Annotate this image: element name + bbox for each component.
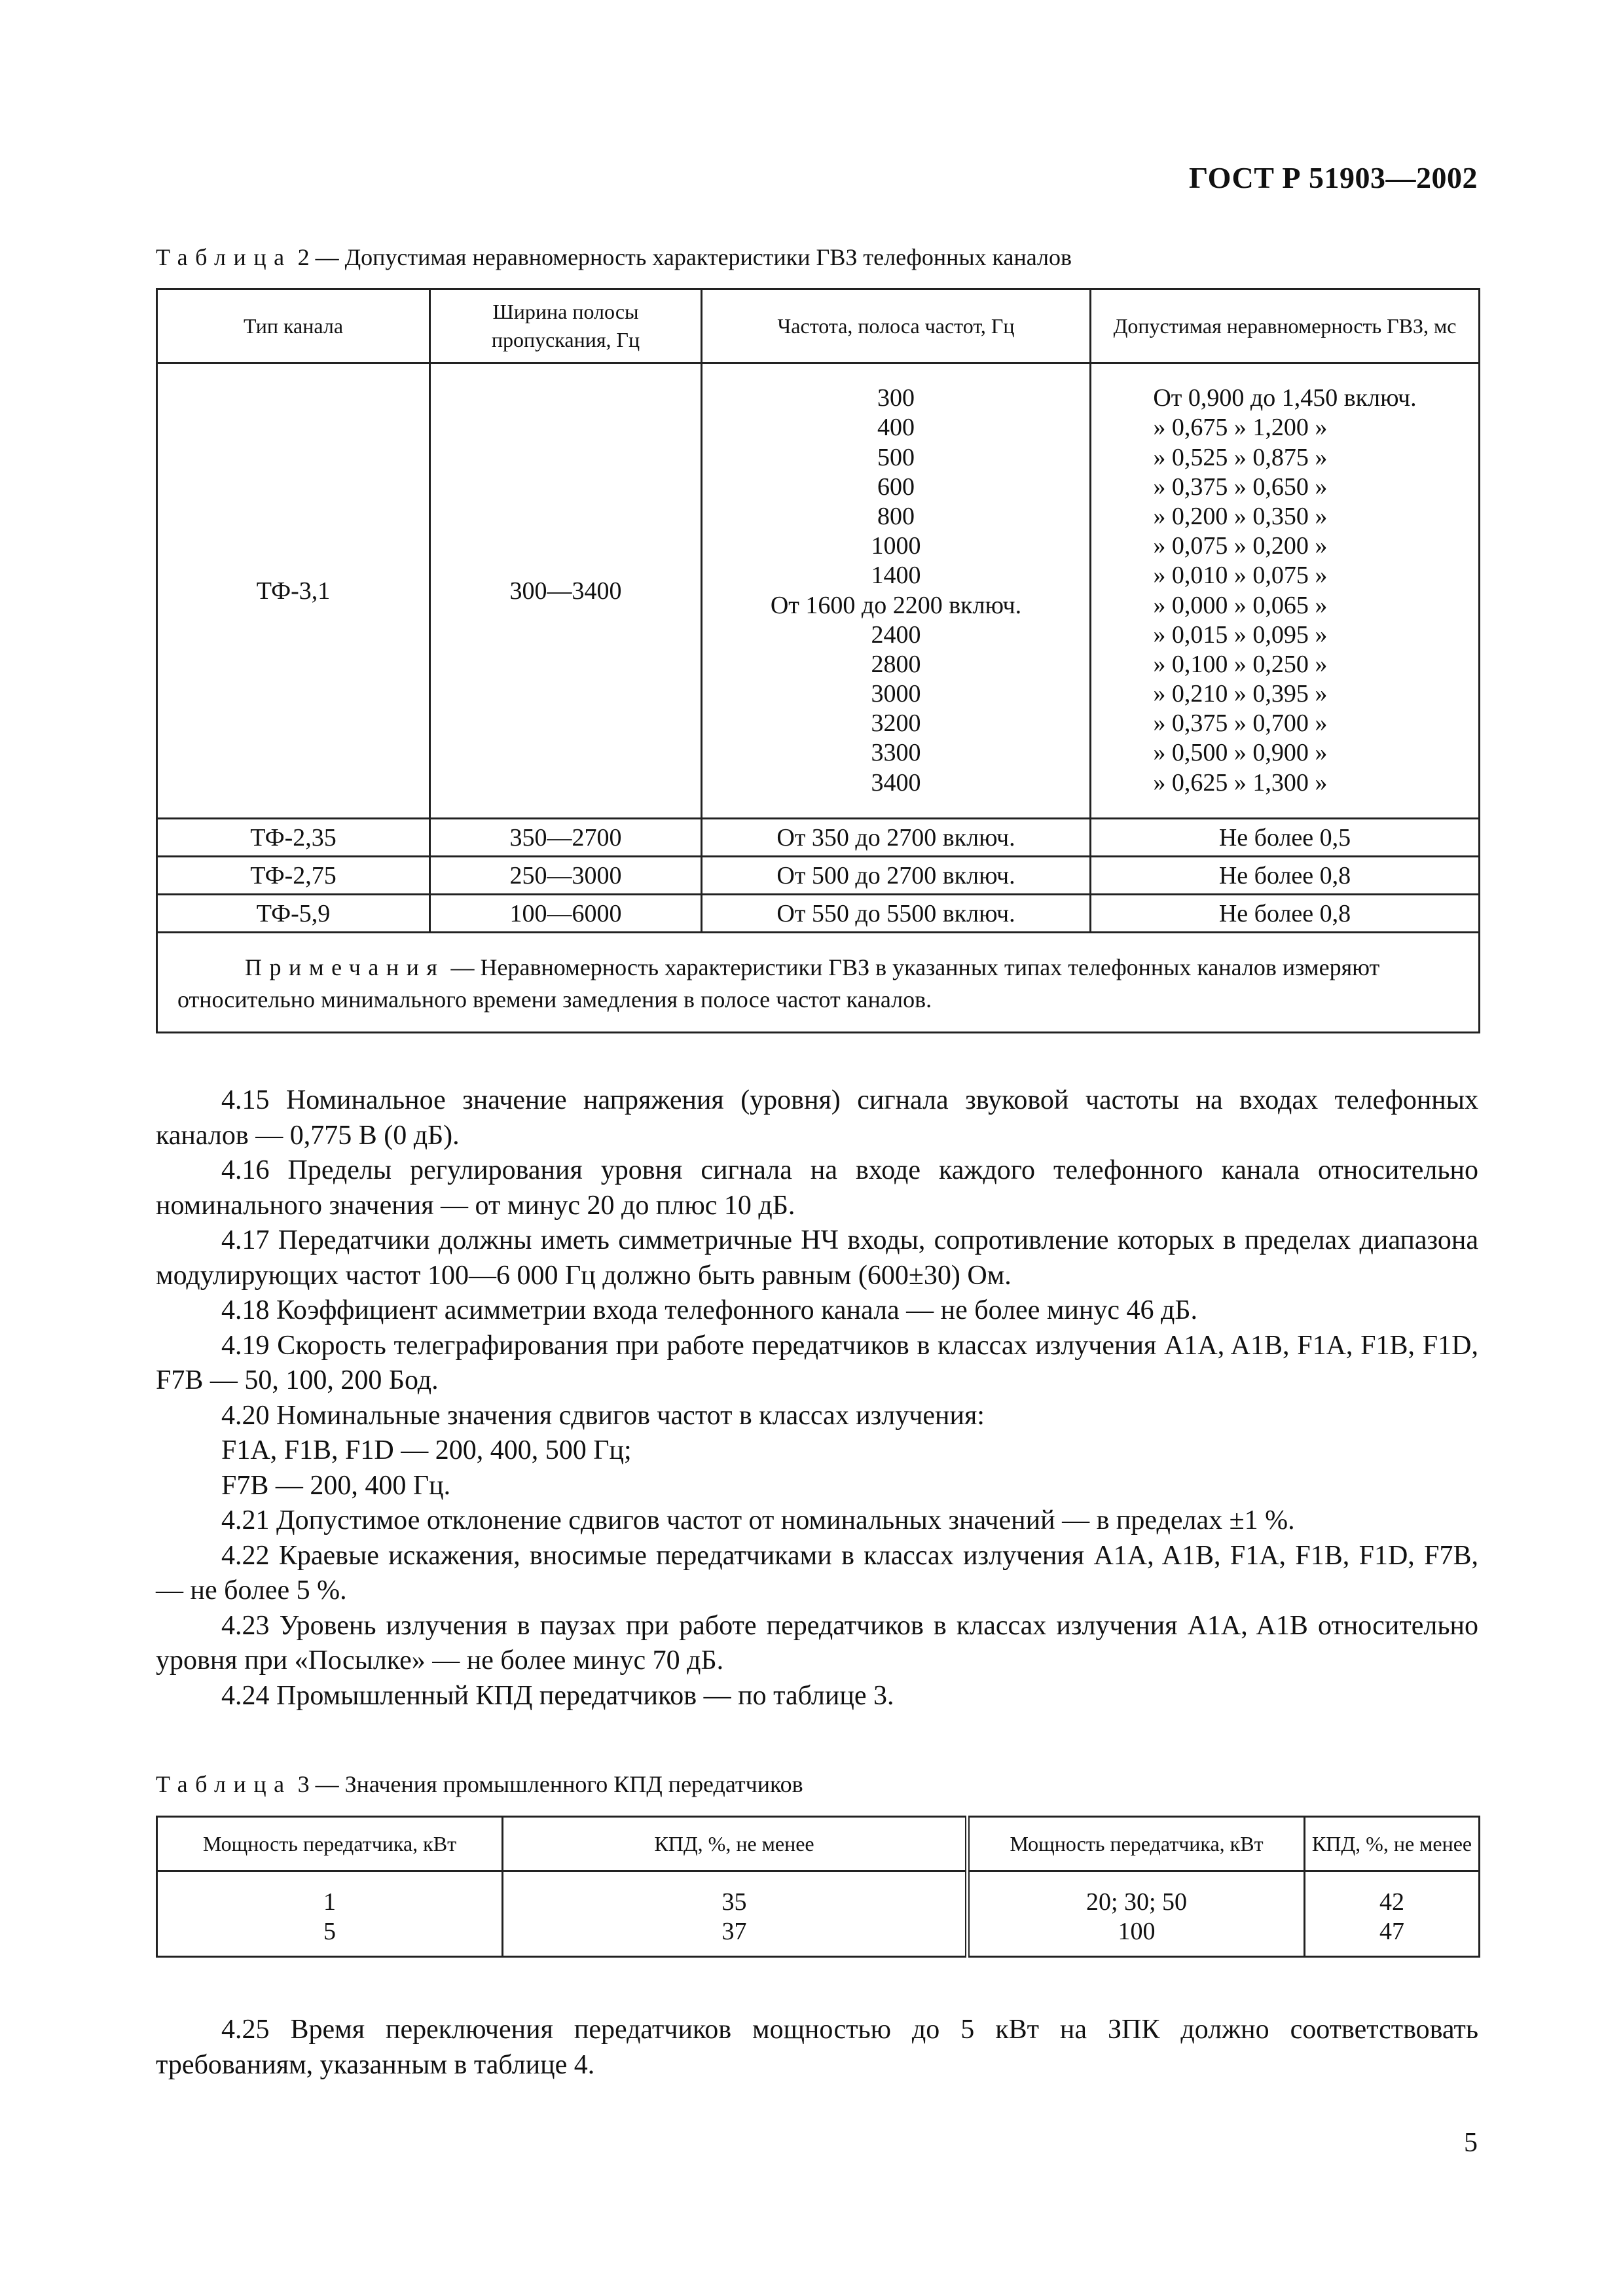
frequency-value: 500 (877, 443, 915, 471)
table-row (157, 819, 1480, 857)
clause-4-20: 4.20 Номинальные значения сдвигов частот в классах излучения: (221, 1400, 985, 1431)
header-gvz: Допустимая неравномерность ГВЗ, мс (1091, 289, 1480, 363)
frequency-value: 3000 (871, 680, 921, 708)
gvz-value: » 0,500 » 0,900 » (1153, 739, 1328, 767)
efficiency-cell (1305, 1871, 1480, 1957)
gvz-value: » 0,000 » 0,065 » (1153, 591, 1328, 619)
bandwidth-cell: 250—3000 (430, 857, 702, 895)
power-value: 20; 30; 50 (1085, 1888, 1188, 1916)
table-3-caption (156, 1770, 803, 1798)
note-text: — Неравномерность характеристики ГВЗ в указанных типах телефонных каналов измеряют относительно минимального времени замедления в полосе частот каналов. (177, 954, 1380, 1013)
header-power: Мощность передатчика, кВт (968, 1817, 1305, 1871)
header-channel-type: Тип канала (157, 289, 430, 363)
table-3-caption-word: Таблица (156, 1771, 292, 1797)
clause-4-24: 4.24 Промышленный КПД передатчиков — по таблице 3. (221, 1680, 894, 1711)
efficiency-value: 47 (1379, 1918, 1404, 1945)
frequency-value: 3200 (871, 709, 921, 738)
frequency-value: 1400 (871, 562, 921, 590)
power-value: 100 (1118, 1918, 1156, 1945)
efficiency-value: 37 (721, 1918, 747, 1945)
frequency-value: 3300 (871, 739, 921, 767)
frequency-value: От 1600 до 2200 включ. (770, 591, 1022, 619)
power-cell (157, 1871, 503, 1957)
frequency-value: 2400 (871, 620, 921, 649)
channel-type-cell: ТФ-3,1 (157, 363, 430, 819)
gvz-cell: Не более 0,8 (1091, 857, 1480, 895)
gvz-value: » 0,525 » 0,875 » (1153, 443, 1328, 471)
gvz-value: » 0,675 » 1,200 » (1153, 414, 1328, 442)
header-bandwidth: Ширина полосы пропускания, Гц (430, 289, 702, 363)
gvz-value: » 0,210 » 0,395 » (1153, 680, 1328, 708)
note-word: Примечания (245, 954, 445, 980)
efficiency-cell (503, 1871, 968, 1957)
gvz-value: » 0,100 » 0,250 » (1153, 650, 1328, 678)
clause-4-22: 4.22 Краевые искажения, вносимые передатчиками в классах излучения A1A, A1B, F1A, F1B, F1D, F7B, — не более 5 %. (156, 1540, 1478, 1605)
gvz-value: От 0,900 до 1,450 включ. (1153, 384, 1417, 412)
gvz-cell: Не более 0,8 (1091, 895, 1480, 933)
frequency-value: 300 (877, 384, 915, 412)
clause-4-25-block (156, 2013, 1478, 2083)
clause-4-19: 4.19 Скорость телеграфирования при работе передатчиков в классах излучения A1A, A1B, F1A, F1B, F1D, F7B — 50, 100, 200 Бод. (156, 1330, 1478, 1395)
efficiency-value: 35 (721, 1888, 747, 1916)
clause-4-15: 4.15 Номинальное значение напряжения (уровня) сигнала звуковой частоты на входах телефонных каналов — 0,775 В (0 дБ). (156, 1085, 1478, 1151)
gvz-list-cell (1091, 363, 1480, 819)
gvz-value: » 0,625 » 1,300 » (1153, 768, 1328, 797)
frequency-value: 400 (877, 414, 915, 442)
header-efficiency: КПД, %, не менее (503, 1817, 968, 1871)
document-designation: ГОСТ Р 51903—2002 (1189, 161, 1478, 194)
frequency-cell: От 350 до 2700 включ. (702, 819, 1091, 857)
power-value: 1 (323, 1888, 336, 1916)
clause-4-17: 4.17 Передатчики должны иметь симметричные НЧ входы, сопротивление которых в пределах диапазона модулирующих частот 100—6 000 Гц должно быть равным (600±30) Ом. (156, 1225, 1478, 1291)
gvz-value: » 0,200 » 0,350 » (1153, 502, 1328, 530)
table-2-header-row (157, 289, 1480, 363)
table-2-caption-word: Таблица (156, 244, 292, 270)
clause-4-20-item-1: F1A, F1B, F1D — 200, 400, 500 Гц; (221, 1435, 632, 1465)
table-2 (156, 288, 1480, 1033)
clauses-4-15-to-4-24 (156, 1083, 1478, 1713)
efficiency-value: 42 (1379, 1888, 1404, 1916)
bandwidth-cell: 300—3400 (430, 363, 702, 819)
clause-4-20-item-2: F7B — 200, 400 Гц. (221, 1470, 451, 1501)
frequency-list-cell (702, 363, 1091, 819)
gvz-value: » 0,375 » 0,700 » (1153, 709, 1328, 738)
gvz-value: » 0,375 » 0,650 » (1153, 473, 1328, 501)
table-2-note (157, 933, 1480, 1033)
gvz-value: » 0,010 » 0,075 » (1153, 562, 1328, 590)
table-2-note-row (157, 933, 1480, 1033)
page-number: 5 (1464, 2128, 1478, 2158)
table-row (157, 363, 1480, 819)
bandwidth-cell: 350—2700 (430, 819, 702, 857)
channel-type-cell: ТФ-5,9 (157, 895, 430, 933)
gvz-cell: Не более 0,5 (1091, 819, 1480, 857)
header-power: Мощность передатчика, кВт (157, 1817, 503, 1871)
frequency-value: 800 (877, 502, 915, 530)
frequency-cell: От 500 до 2700 включ. (702, 857, 1091, 895)
frequency-cell: От 550 до 5500 включ. (702, 895, 1091, 933)
power-value: 5 (323, 1918, 336, 1945)
clause-4-25: 4.25 Время переключения передатчиков мощностью до 5 кВт на ЗПК должно соответствовать требованиям, указанным в таблице 4. (156, 2015, 1478, 2080)
clause-4-16: 4.16 Пределы регулирования уровня сигнала на входе каждого телефонного канала относительно номинального значения — от минус 20 до плюс 10 дБ. (156, 1155, 1478, 1221)
frequency-value: 1000 (871, 532, 921, 560)
header-efficiency: КПД, %, не менее (1305, 1817, 1480, 1871)
table-row (157, 857, 1480, 895)
table-row (157, 895, 1480, 933)
frequency-value: 600 (877, 473, 915, 501)
channel-type-cell: ТФ-2,75 (157, 857, 430, 895)
frequency-value: 2800 (871, 650, 921, 678)
clause-4-18: 4.18 Коэффициент асимметрии входа телефонного канала — не более минус 46 дБ. (221, 1295, 1197, 1325)
table-row (157, 1871, 1480, 1957)
clause-4-21: 4.21 Допустимое отклонение сдвигов частот от номинальных значений — в пределах ±1 %. (221, 1505, 1295, 1535)
table-2-caption-text: 2 — Допустимая неравномерность характеристики ГВЗ телефонных каналов (291, 244, 1072, 270)
channel-type-cell: ТФ-2,35 (157, 819, 430, 857)
power-cell (968, 1871, 1305, 1957)
gvz-value: » 0,075 » 0,200 » (1153, 532, 1328, 560)
table-3-header-row (157, 1817, 1480, 1871)
header-frequency: Частота, полоса частот, Гц (702, 289, 1091, 363)
bandwidth-cell: 100—6000 (430, 895, 702, 933)
table-3 (156, 1816, 1480, 1958)
table-3-caption-text: 3 — Значения промышленного КПД передатчиков (291, 1771, 803, 1797)
frequency-value: 3400 (871, 768, 921, 797)
gvz-value: » 0,015 » 0,095 » (1153, 620, 1328, 649)
clause-4-23: 4.23 Уровень излучения в паузах при работе передатчиков в классах излучения A1A, A1B относительно уровня при «Посылке» — не более минус 70 дБ. (156, 1610, 1478, 1676)
table-2-caption (156, 243, 1072, 271)
